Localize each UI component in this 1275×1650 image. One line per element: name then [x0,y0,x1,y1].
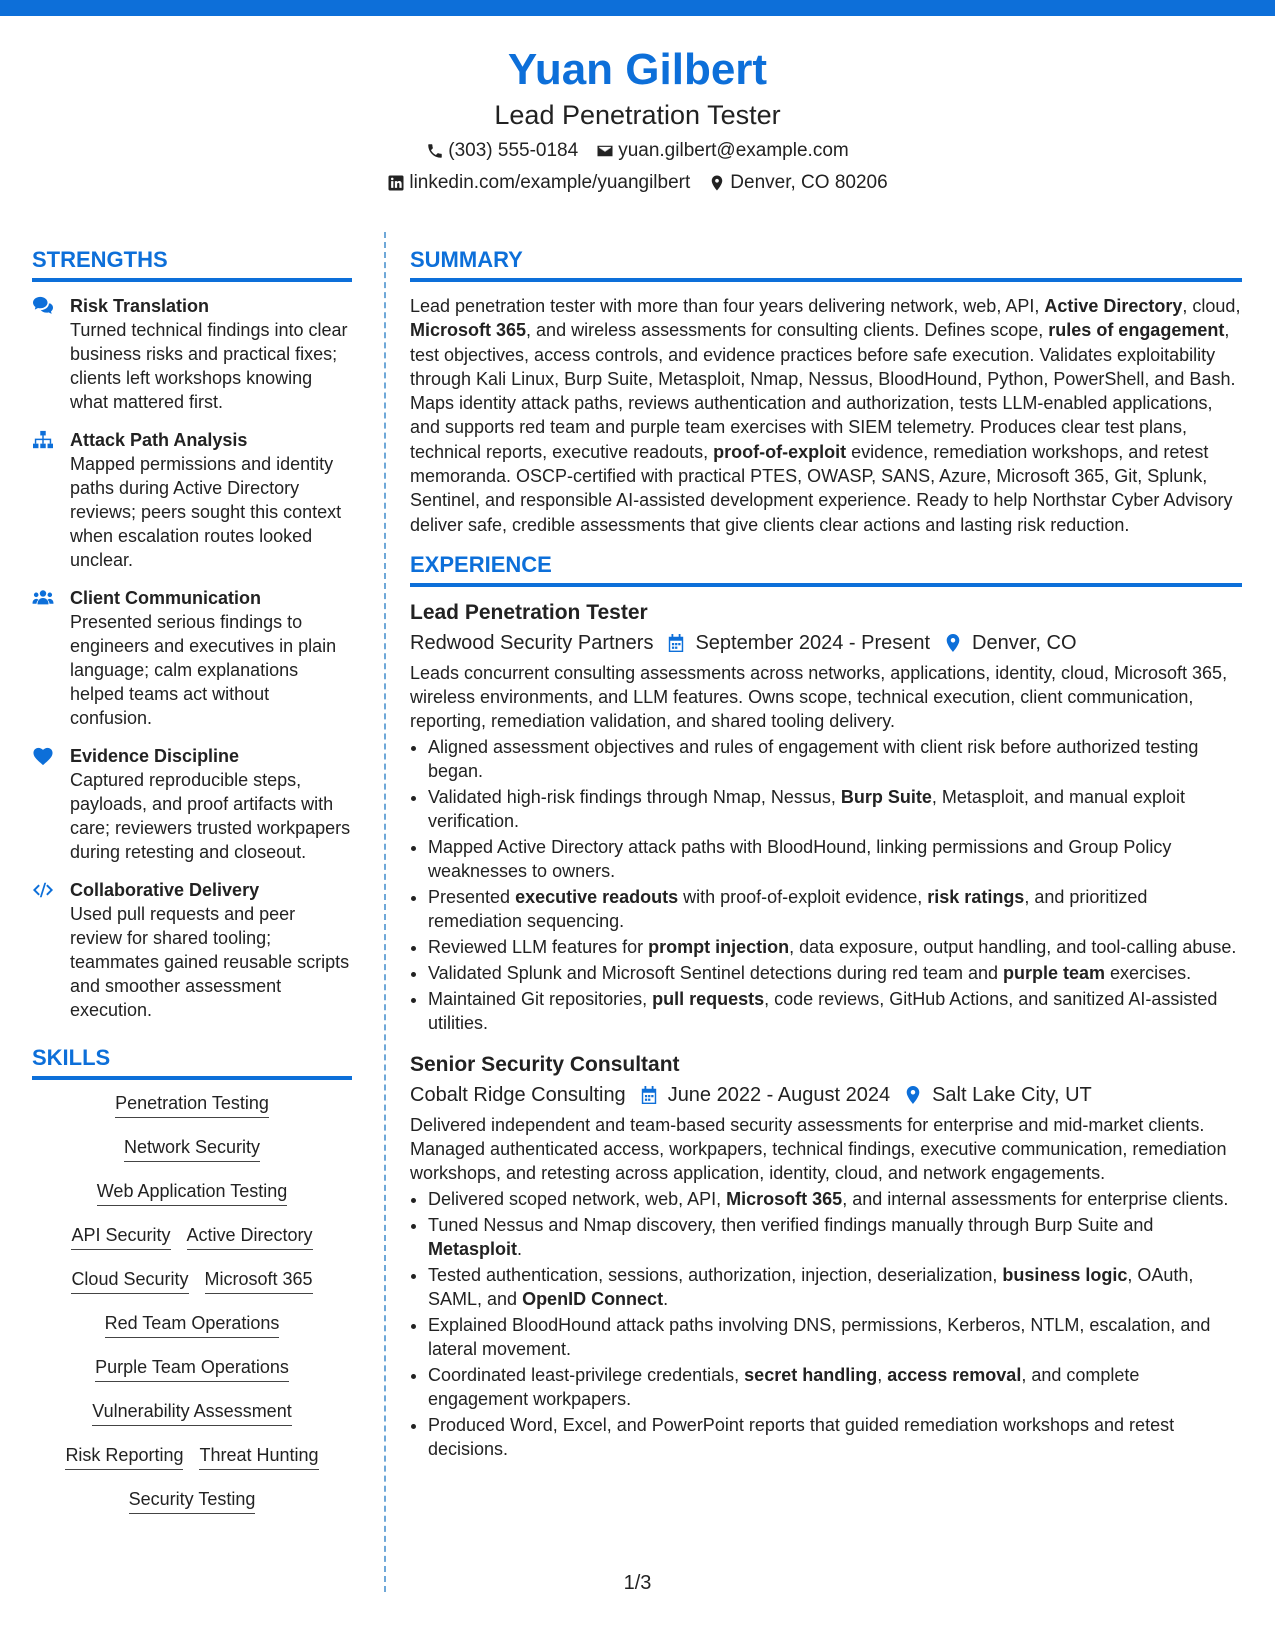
skill-tag: Purple Team Operations [95,1356,289,1382]
skill-tag: Vulnerability Assessment [92,1400,291,1426]
bullet-item [428,1413,1242,1461]
job-bullets [410,1187,1242,1461]
job-dates: September 2024 - Present [695,631,931,654]
strength-item [32,878,352,1022]
bold-text: purple team [1003,962,1106,983]
company-name: Cobalt Ridge Consulting [410,1083,626,1106]
phone-text: (303) 555-0184 [448,140,579,161]
text-run: . [663,1288,669,1309]
email-text[interactable]: yuan.gilbert@example.com [618,140,849,161]
location-text: Denver, CO 80206 [730,172,888,193]
skill-row [32,1092,352,1118]
column-divider [384,232,386,1592]
text-run: Mapped Active Directory attack paths with BloodHound, linking permissions and Group Policy weaknesses to owners. [428,836,1172,881]
bullet-item [428,885,1242,933]
envelope-icon [596,142,614,160]
bold-text: secret handling [744,1364,878,1385]
bold-text: Microsoft 365 [726,1188,843,1209]
text-run: Aligned assessment objectives and rules of engagement with client risk before authorized testing began. [428,736,1199,781]
code-icon [32,880,54,900]
job-description: Leads concurrent consulting assessments across networks, applications, identity, cloud, Microsoft 365, wireless environments, and LLM features. Owns scope, technical execution, client communication, reporting, remediation validation, and shared tooling delivery. [410,662,1228,731]
phone-icon [426,142,444,160]
text-run: Produced Word, Excel, and PowerPoint reports that guided remediation workshops and retest decisions. [428,1414,1175,1459]
strength-description: Mapped permissions and identity paths during Active Directory reviews; peers sought this context when escalation routes looked unclear. [70,454,342,570]
phone-item [426,138,578,164]
resume-header [0,44,1275,202]
calendar-icon [667,633,685,653]
bullet-item [428,1263,1242,1311]
skill-tag: Risk Reporting [65,1444,183,1470]
text-run: Lead penetration tester with more than four years delivering network, web, API, [410,296,1045,316]
bold-text: executive readouts [515,886,679,907]
skill-tag: Cloud Security [71,1268,188,1294]
text-run: , and prioritized remediation sequencing. [428,886,1148,931]
right-column [410,246,1242,1477]
text-run: Validated Splunk and Microsoft Sentinel detections during red team and [428,962,1004,983]
strength-description: Presented serious findings to engineers and executives in plain language; calm explanations helped teams act without confusion. [70,612,337,728]
bold-text: business logic [1002,1264,1128,1285]
skill-row [32,1180,352,1206]
contact-info [0,138,1275,196]
skill-tag: Web Application Testing [97,1180,287,1206]
skill-row [32,1488,352,1514]
skill-tag: Penetration Testing [115,1092,269,1118]
summary-heading: SUMMARY [410,246,1242,282]
bold-text: OpenID Connect [522,1288,664,1309]
strength-title: Risk Translation [70,296,210,316]
bold-text: Active Directory [1044,296,1183,316]
text-run: , test objectives, access controls, and evidence practices before safe execution. Validates exploitability through Kali Linux, Burp Suite, Metasploit, Nmap, Nessus, BloodHound, Python, PowerShell, and Bash. Maps identity attack paths, reviews authentication and authorization, tests LLM-enabled applications, and supports red team and purple team exercises with SIEM telemetry. Produces clear test plans, technical reports, executive readouts, [410,320,1236,462]
job-entry [410,1051,1242,1461]
strength-description: Captured reproducible steps, payloads, and proof artifacts with care; reviewers trusted workpapers during retesting and closeout. [70,770,351,862]
candidate-name: Yuan Gilbert [507,45,768,94]
job-location: Denver, CO [972,631,1077,654]
candidate-title: Lead Penetration Tester [494,100,781,130]
text-run: Tuned Nessus and Nmap discovery, then verified findings manually through Burp Suite and [428,1214,1154,1235]
strength-title: Collaborative Delivery [70,880,260,900]
skill-tag: Microsoft 365 [205,1268,313,1294]
strength-title: Attack Path Analysis [70,430,248,450]
text-run: Validated high-risk findings through Nmap, Nessus, [428,786,841,807]
job-meta [410,629,1242,657]
skill-tag: Network Security [124,1136,260,1162]
bullet-item [428,785,1242,833]
bold-text: prompt injection [648,936,790,957]
experience-heading: EXPERIENCE [410,551,1242,587]
text-run: Presented [428,886,516,907]
job-description: Delivered independent and team-based security assessments for enterprise and mid-market clients. Managed authenticated access, workpapers, technical findings, executive communication, remediation workshops, and retesting across application, identity, cloud, and network engagements. [410,1114,1227,1183]
text-run: evidence, remediation workshops, and retest memoranda. OSCP-certified with practical PTES, OWASP, SANS, Azure, Microsoft 365, Git, Splunk, Sentinel, and responsible AI-assisted development experience. Ready to help Northstar Cyber Advisory deliver safe, credible assessments that give clients clear actions and lasting risk reduction. [410,441,1233,535]
map-pin-icon [904,1085,922,1105]
page-number: 1/3 [623,1572,652,1594]
skill-tag: Security Testing [129,1488,256,1514]
skill-row [32,1356,352,1382]
bullet-item [428,961,1242,985]
skill-row [32,1268,352,1294]
strength-item [32,428,352,572]
bold-text: proof-of-exploit [713,441,847,462]
text-run: , Metasploit, and manual exploit verification. [428,786,1186,831]
bold-text: pull requests [652,988,765,1009]
skills-list [32,1092,352,1514]
text-run: , data exposure, output handling, and tool-calling abuse. [789,936,1237,957]
linkedin-icon [387,174,405,192]
skill-tag: Active Directory [187,1224,313,1250]
bullet-item [428,1313,1242,1361]
text-run: Tested authentication, sessions, authorization, injection, deserialization, [428,1264,1003,1285]
text-run: , and wireless assessments for consulting clients. Defines scope, [526,320,1049,341]
strengths-heading: STRENGTHS [32,246,352,282]
text-run: , code reviews, GitHub Actions, and sanitized AI-assisted utilities. [428,988,1218,1033]
skill-row [32,1400,352,1426]
text-run: . [517,1238,523,1259]
text-run: Explained BloodHound attack paths involving DNS, permissions, Kerberos, NTLM, escalation, and lateral movement. [428,1314,1211,1359]
strength-title: Client Communication [70,588,262,608]
skill-tag: Threat Hunting [199,1444,318,1470]
company-name: Redwood Security Partners [410,631,654,654]
job-location: Salt Lake City, UT [932,1083,1092,1106]
skill-tag: Red Team Operations [105,1312,280,1338]
map-pin-icon [708,174,726,192]
bold-text: access removal [887,1364,1022,1385]
text-run: Coordinated least-privilege credentials, [428,1364,745,1385]
text-run: Reviewed LLM features for [428,936,649,957]
bullet-item [428,1187,1242,1211]
text-run: Delivered scoped network, web, API, [428,1188,727,1209]
comments-icon [32,296,54,316]
job-dates: June 2022 - August 2024 [667,1083,891,1106]
text-run: , and complete engagement workpapers. [428,1364,1140,1409]
text-run: Maintained Git repositories, [428,988,653,1009]
linkedin-text[interactable]: linkedin.com/example/yuangilbert [409,172,691,193]
skill-row [32,1136,352,1162]
summary-text [410,294,1242,537]
left-column [32,246,352,1532]
map-pin-icon [944,633,962,653]
text-run: , [877,1364,888,1385]
users-icon [32,588,54,608]
location-item [708,170,887,196]
bullet-item [428,835,1242,883]
strength-description: Used pull requests and peer review for shared tooling; teammates gained reusable scripts and smoother assessment execution. [70,904,350,1020]
strength-item [32,586,352,730]
strength-item [32,744,352,864]
strength-title: Evidence Discipline [70,746,240,766]
strength-description: Turned technical findings into clear business risks and practical fixes; clients left workshops knowing what mattered first. [70,320,348,412]
text-run: , OAuth, SAML, and [428,1264,1194,1309]
bullet-item [428,735,1242,783]
job-title: Senior Security Consultant [410,1052,680,1076]
skill-row [32,1224,352,1250]
bold-text: Microsoft 365 [410,320,527,341]
text-run: , cloud, [1182,296,1241,316]
bold-text: Metasploit [428,1238,518,1259]
bold-text: Burp Suite [840,786,932,807]
top-accent-bar [0,0,1275,16]
bullet-item [428,1363,1242,1411]
text-run: with proof-of-exploit evidence, [678,886,928,907]
linkedin-item[interactable] [387,170,690,196]
heart-icon [32,746,54,766]
bold-text: rules of engagement [1048,320,1225,341]
bold-text: risk ratings [927,886,1025,907]
calendar-icon [640,1085,658,1105]
text-run: , and internal assessments for enterprise clients. [842,1188,1229,1209]
job-meta [410,1081,1242,1109]
email-item[interactable] [596,138,849,164]
job-entry [410,599,1242,1035]
skill-row [32,1444,352,1470]
sitemap-icon [32,430,54,450]
strength-item [32,294,352,414]
bullet-item [428,1213,1242,1261]
job-bullets [410,735,1242,1035]
bullet-item [428,987,1242,1035]
job-title: Lead Penetration Tester [410,600,648,624]
skills-heading: SKILLS [32,1044,352,1080]
text-run: exercises. [1105,962,1192,983]
bullet-item [428,935,1242,959]
skill-row [32,1312,352,1338]
skill-tag: API Security [71,1224,170,1250]
